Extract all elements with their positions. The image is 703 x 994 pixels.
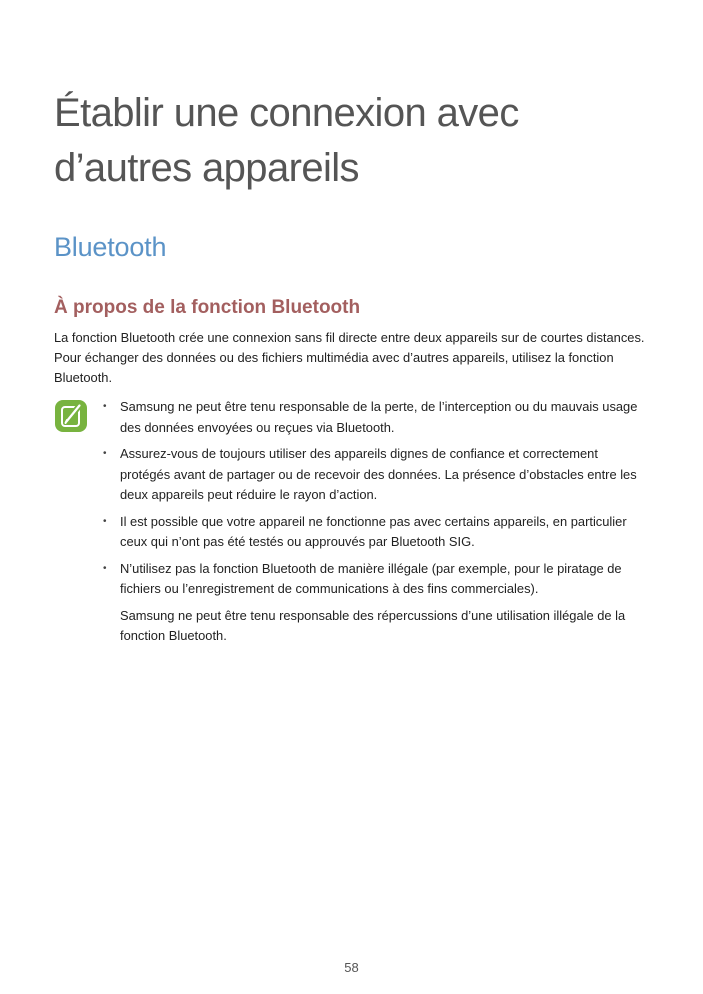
- chapter-title: [54, 86, 654, 196]
- bullet-dot: •: [103, 448, 107, 459]
- note-text: N’utilisez pas la fonction Bluetooth de manière illégale (par exemple, pour le piratage de fichiers ou l’enregistrement de communications à des fins commerciales).: [120, 560, 622, 596]
- subsection-title: À propos de la fonction Bluetooth: [54, 297, 361, 318]
- note-item: [103, 397, 651, 438]
- chapter-title-line-2: d’autres appareils: [54, 146, 359, 190]
- bullet-dot: •: [103, 562, 107, 574]
- note-text: Samsung ne peut être tenu responsable de la perte, de l’interception ou du mauvais usage des données envoyées ou reçues via Bluetooth.: [120, 399, 638, 435]
- note-pencil-icon: [54, 399, 88, 433]
- intro-paragraph: La fonction Bluetooth crée une connexion sans fil directe entre deux appareils sur de courtes distances. Pour échanger des données ou des fichiers multimédia avec d’autres appareils, utilisez la fonction Bluetooth.: [54, 330, 645, 385]
- notes-list: [103, 397, 651, 653]
- bullet-dot: •: [103, 401, 107, 412]
- page-number: 58: [344, 960, 359, 975]
- section-title: Bluetooth: [54, 232, 167, 262]
- note-subtext: Samsung ne peut être tenu responsable des répercussions d’une utilisation illégale de la fonction Bluetooth.: [120, 607, 626, 643]
- note-item: [103, 512, 651, 553]
- note-text: Assurez-vous de toujours utiliser des appareils dignes de confiance et correctement protégés avant de partager ou de recevoir des données. La présence d’obstacles entre les deux appareils peut réduire le rayon d’action.: [120, 446, 637, 502]
- note-text: Il est possible que votre appareil ne fonctionne pas avec certains appareils, en particulier ceux qui n’ont pas été testés ou approuvés par Bluetooth SIG.: [120, 513, 627, 549]
- note-item: [103, 444, 651, 506]
- bullet-dot: •: [103, 515, 107, 527]
- chapter-title-line-1: Établir une connexion avec: [54, 91, 519, 135]
- note-item: [103, 559, 651, 647]
